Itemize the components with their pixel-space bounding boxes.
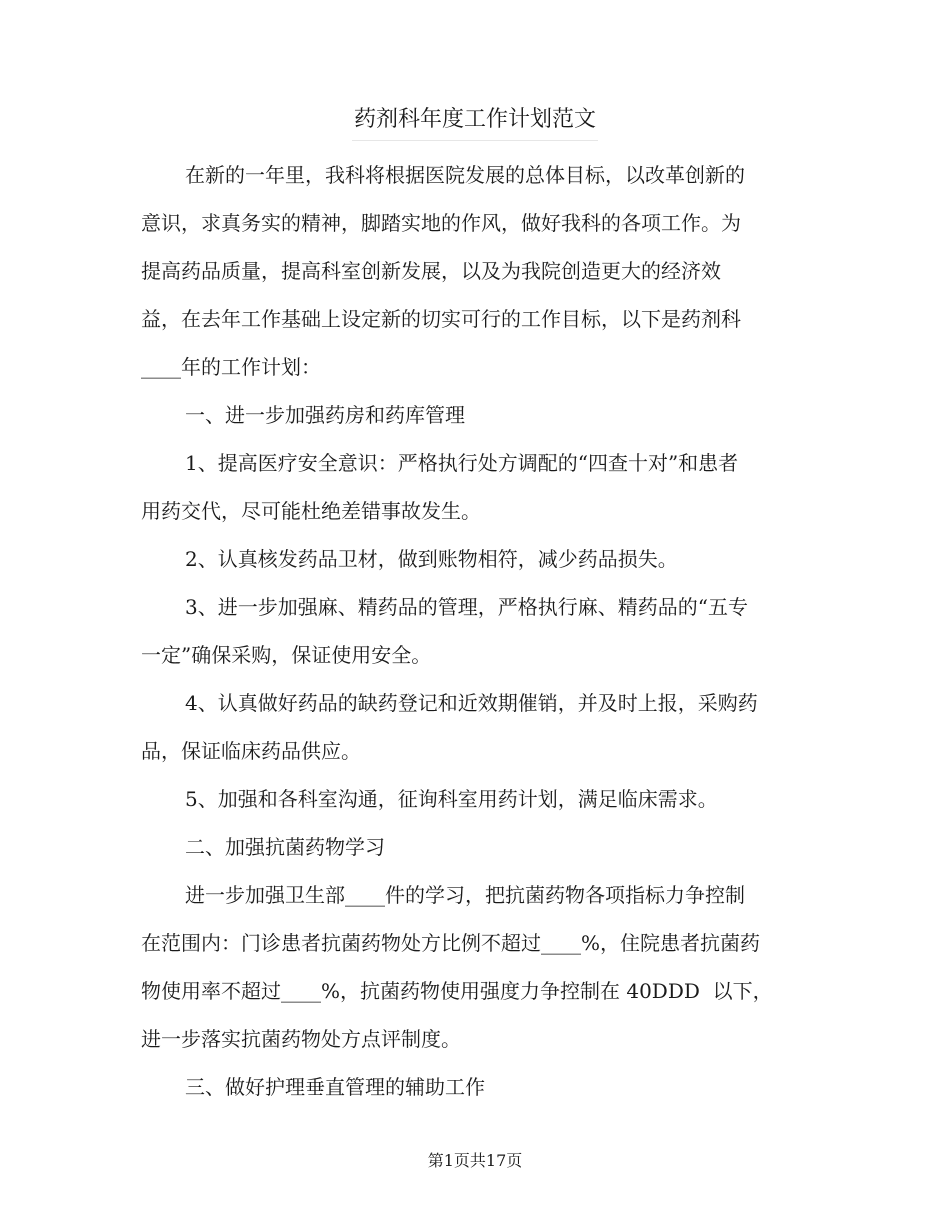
- page-footer: [0, 1148, 950, 1174]
- text-line: 进一步加强卫生部____件的学习，把抗菌药物各项指标力争控制: [185, 883, 745, 907]
- document-title: 药剂科年度工作计划范文: [352, 100, 598, 141]
- text-line: 5、加强和各科室沟通，征询科室用药计划，满足临床需求。: [185, 787, 718, 811]
- document-body: [141, 151, 816, 1111]
- text-line: 1、提高医疗安全意识：严格执行处方调配的“四查十对”和患者: [185, 451, 739, 475]
- text-line: 一、进一步加强药房和药库管理: [185, 403, 465, 427]
- text-line: ____年的工作计划：: [141, 355, 321, 379]
- text-line: 意识，求真务实的精神，脚踏实地的作风，做好我科的各项工作。为: [141, 211, 741, 235]
- text-line: 品，保证临床药品供应。: [141, 739, 361, 763]
- text-line: 提高药品质量，提高科室创新发展，以及为我院创造更大的经济效: [141, 259, 721, 283]
- text-line: 物使用率不超过____%，抗菌药物使用强度力争控制在 40DDD 以下，: [141, 979, 773, 1003]
- text-line: 2、认真核发药品卫材，做到账物相符，减少药品损失。: [185, 547, 678, 571]
- text-line: 4、认真做好药品的缺药登记和近效期催销，并及时上报，采购药: [185, 691, 758, 715]
- text-line: 一定”确保采购，保证使用安全。: [141, 643, 432, 667]
- page-number: 第1页共17页: [427, 1151, 523, 1170]
- document-title-row: [0, 100, 950, 141]
- text-line: 进一步落实抗菌药物处方点评制度。: [141, 1027, 461, 1051]
- text-line: 在范围内：门诊患者抗菌药物处方比例不超过____%，住院患者抗菌药: [141, 931, 761, 955]
- text-line: 三、做好护理垂直管理的辅助工作: [185, 1075, 485, 1099]
- text-line: 在新的一年里，我科将根据医院发展的总体目标，以改革创新的: [185, 163, 745, 187]
- text-line: 二、加强抗菌药物学习: [185, 835, 385, 859]
- text-line: 用药交代，尽可能杜绝差错事故发生。: [141, 499, 481, 523]
- text-line: 3、进一步加强麻、精药品的管理，严格执行麻、精药品的“五专: [185, 595, 748, 619]
- text-line: 益，在去年工作基础上设定新的切实可行的工作目标，以下是药剂科: [141, 307, 741, 331]
